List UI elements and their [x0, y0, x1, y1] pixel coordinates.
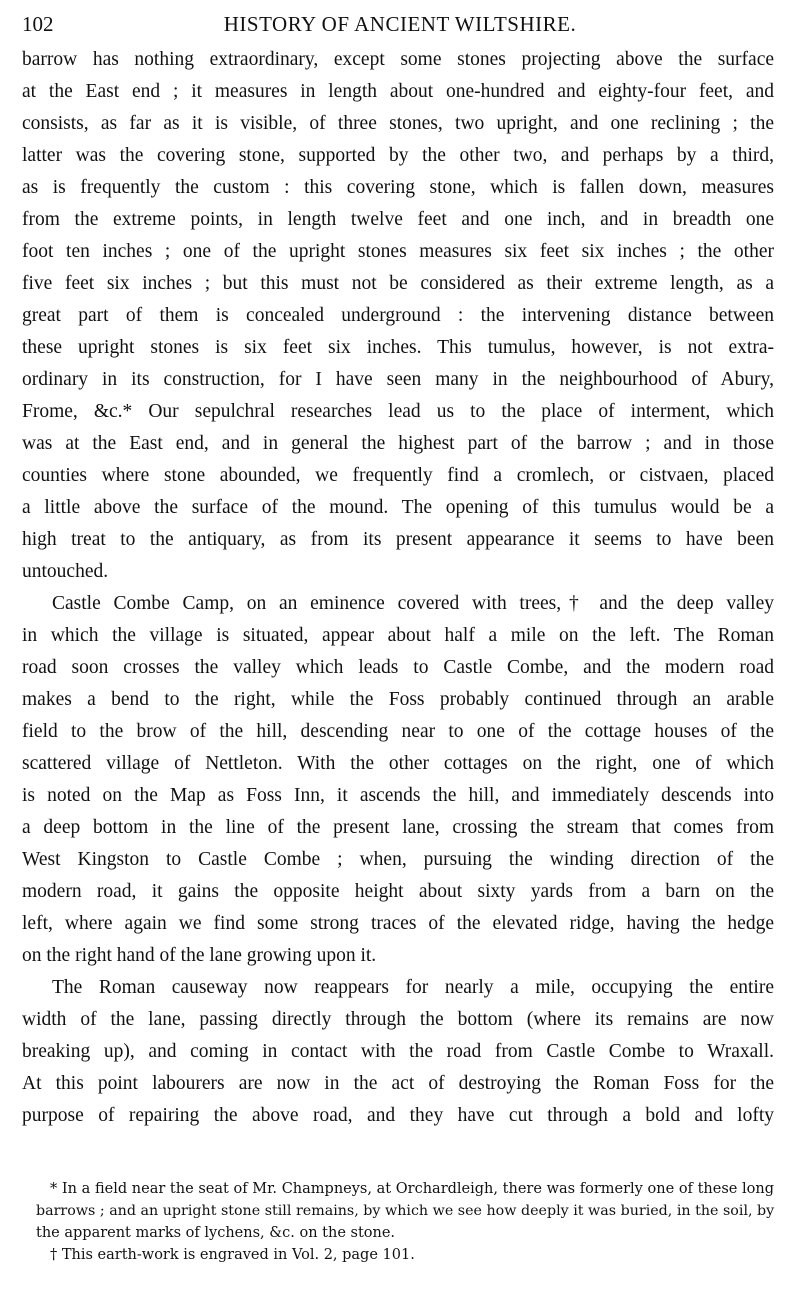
text-line: makes a bend to the right, while the Foss probably continued through an arable [22, 689, 774, 710]
body-text [22, 44, 774, 1132]
text-line: width of the lane, passing directly through the bottom (where its remains are now [22, 1009, 774, 1030]
text-line: left, where again we find some strong traces of the elevated ridge, having the hedge [22, 913, 774, 934]
footnote-line: † This earth-work is engraved in Vol. 2, page 101. [50, 1247, 415, 1263]
text-line: scattered village of Nettleton. With the other cottages on the right, one of which [22, 753, 774, 774]
text-line: foot ten inches ; one of the upright stones measures six feet six inches ; the other [22, 241, 774, 262]
text-line: at the East end ; it measures in length about one-hundred and eighty-four feet, and [22, 81, 774, 102]
text-line: these upright stones is six feet six inches. This tumulus, however, is not extra- [22, 337, 774, 358]
text-line: barrow has nothing extraordinary, except some stones projecting above the surface [22, 49, 774, 70]
text-line: At this point labourers are now in the act of destroying the Roman Foss for the [22, 1073, 774, 1094]
footnote-line: barrows ; and an upright stone still remains, by which we see how deeply it was buried, in the soil, by [36, 1203, 775, 1219]
text-line: breaking up), and coming in contact with the road from Castle Combe to Wraxall. [22, 1041, 774, 1062]
text-line: high treat to the antiquary, as from its present appearance it seems to have been [22, 529, 774, 550]
page-number: 102 [22, 12, 54, 36]
text-line: consists, as far as it is visible, of three stones, two upright, and one reclining ; the [22, 113, 774, 134]
text-line: ordinary in its construction, for I have seen many in the neighbourhood of Abury, [22, 369, 774, 390]
text-line: Frome, &c.* Our sepulchral researches lead us to the place of interment, which [22, 401, 774, 422]
text-line: a deep bottom in the line of the present lane, crossing the stream that comes from [22, 817, 774, 838]
text-line: road soon crosses the valley which leads to Castle Combe, and the modern road [22, 657, 774, 678]
text-line: counties where stone abounded, we frequently find a cromlech, or cistvaen, placed [22, 465, 774, 486]
text-line: untouched. [22, 561, 109, 582]
text-line: latter was the covering stone, supported by the other two, and perhaps by a third, [22, 145, 774, 166]
footnotes [36, 1178, 774, 1266]
text-line: five feet six inches ; but this must not be considered as their extreme length, as a [22, 273, 774, 294]
text-line: as is frequently the custom : this covering stone, which is fallen down, measures [22, 177, 774, 198]
text-line: modern road, it gains the opposite height about sixty yards from a barn on the [22, 881, 774, 902]
text-line: a little above the surface of the mound. The opening of this tumulus would be a [22, 497, 774, 518]
text-line: was at the East end, and in general the highest part of the barrow ; and in those [22, 433, 774, 454]
text-line: The Roman causeway now reappears for nearly a mile, occupying the entire [52, 977, 774, 998]
text-line: West Kingston to Castle Combe ; when, pursuing the winding direction of the [22, 849, 774, 870]
text-line: field to the brow of the hill, descending near to one of the cottage houses of the [22, 721, 774, 742]
text-line: in which the village is situated, appear about half a mile on the left. The Roman [22, 625, 774, 646]
text-line: purpose of repairing the above road, and they have cut through a bold and lofty [22, 1105, 774, 1126]
footnote-line: * In a field near the seat of Mr. Champneys, at Orchardleigh, there was formerly one of these long [50, 1181, 774, 1197]
running-title: HISTORY OF ANCIENT WILTSHIRE. [223, 12, 577, 36]
text-line: from the extreme points, in length twelve feet and one inch, and in breadth one [22, 209, 774, 230]
running-header [0, 12, 800, 42]
text-line: on the right hand of the lane growing upon it. [22, 945, 377, 966]
text-line: is noted on the Map as Foss Inn, it ascends the hill, and immediately descends into [22, 785, 774, 806]
footnote-line: the apparent marks of lychens, &c. on the stone. [36, 1225, 396, 1241]
text-line: great part of them is concealed underground : the intervening distance between [22, 305, 774, 326]
text-line: Castle Combe Camp, on an eminence covered with trees,† and the deep valley [52, 593, 774, 614]
